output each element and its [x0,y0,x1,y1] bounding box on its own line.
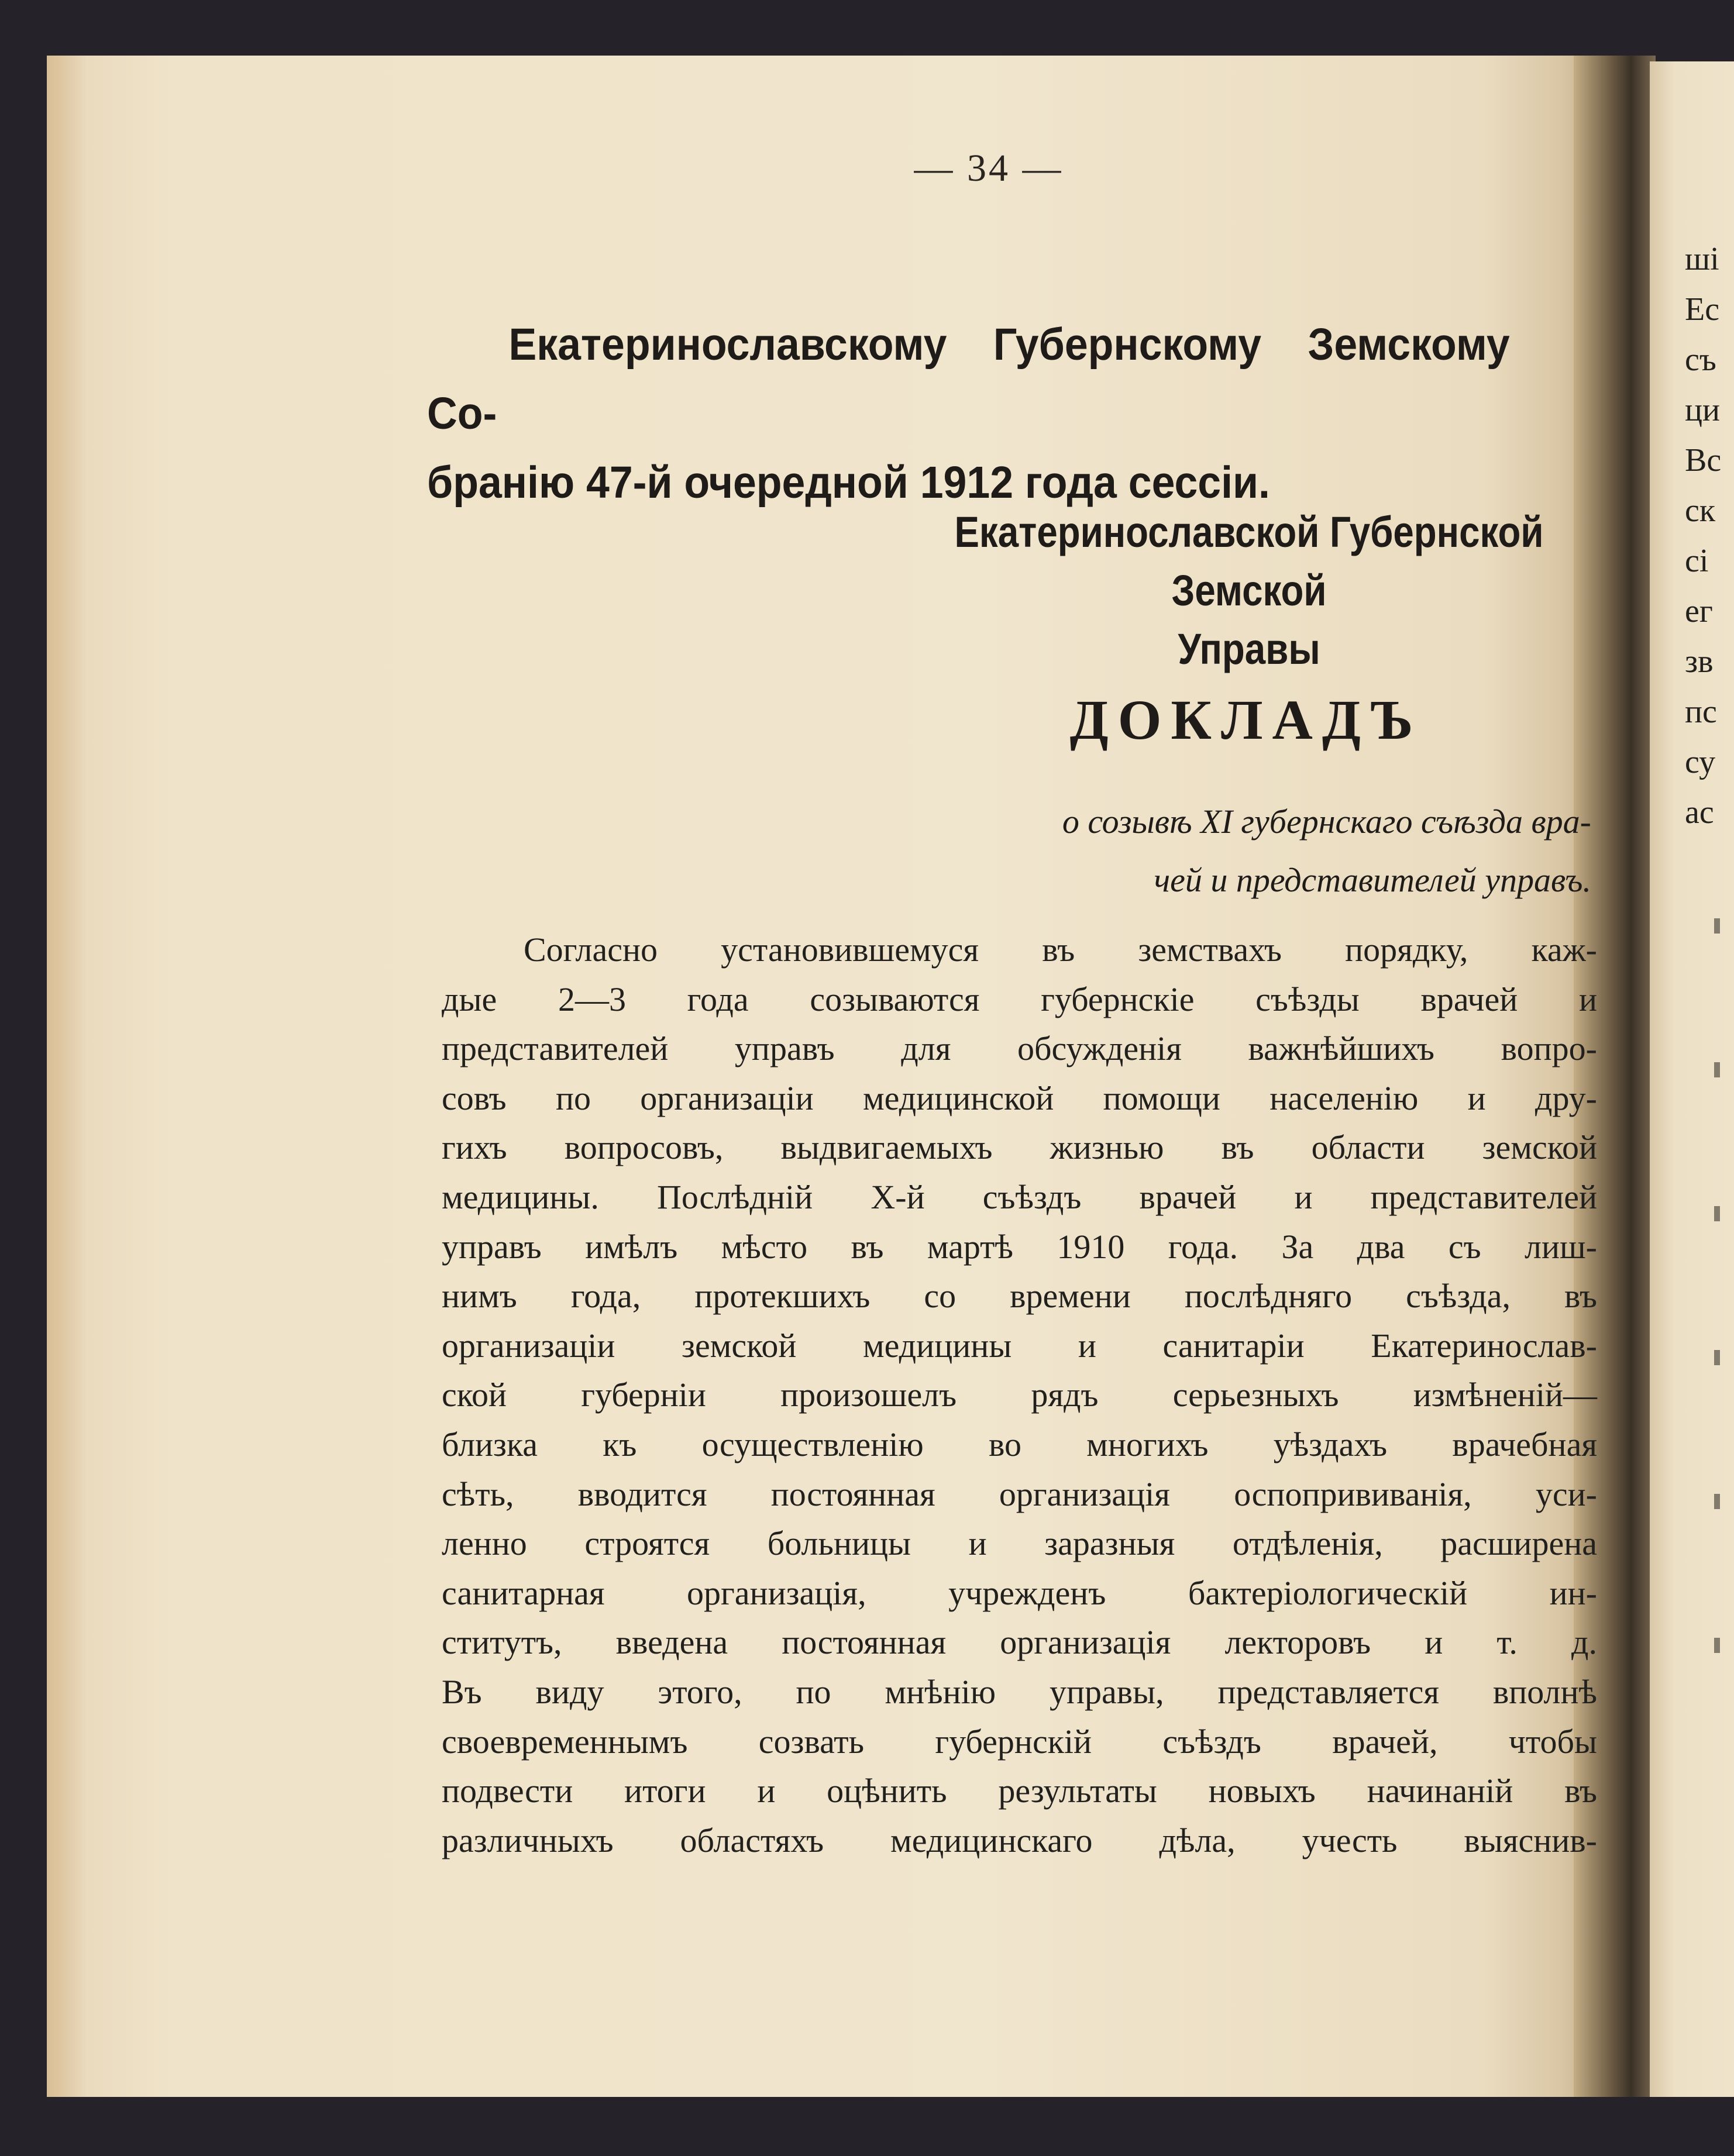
heading-line-1: Екатеринославскому Губернскому Земскому Со- [427,319,1510,439]
body-line: нимъ года, протекшихъ со времени послѣдняго съѣзда, въ [442,1277,1597,1315]
document-subject [796,793,1591,910]
next-page-fragment: Ес [1685,291,1720,328]
body-line: различныхъ областяхъ медицинскаго дѣла, учесть выяснив- [442,1821,1597,1859]
issuing-body-line-2: Управы [1178,625,1320,673]
next-page-fragment: ег [1685,593,1713,629]
next-page-fragment: су [1685,744,1716,780]
document-title: ДОКЛАДЪ [1069,688,1423,751]
next-page-fragments [1685,234,1734,838]
next-page-fragment: съ [1685,342,1716,378]
issuing-body [949,503,1548,679]
page-heading [427,310,1510,517]
heading-line-2: бранію 47-й очередной 1912 года сессіи. [427,457,1270,508]
body-line: ститутъ, введена постоянная организація лекторовъ и т. д. [442,1623,1597,1662]
body-line: представителей управъ для обсужденія важнѣйшихъ вопро- [442,1029,1597,1068]
next-page-fragment: ци [1685,392,1720,428]
next-page-fragment: ас [1685,794,1714,831]
next-page-fragment: зв [1685,643,1714,680]
page-edge-shading [47,56,88,2097]
body-line: своевременнымъ созвать губернскій съѣздъ врачей, чтобы [442,1722,1597,1761]
next-page-fragment: пс [1685,694,1717,730]
body-line: сѣть, вводится постоянная организація оспопрививанія, уси- [442,1475,1597,1513]
issuing-body-line-1: Екатеринославской Губернской Земской [954,508,1544,615]
body-paragraph [442,925,1597,1865]
body-line: управъ имѣлъ мѣсто въ мартѣ 1910 года. За два съ лиш- [442,1227,1597,1266]
subject-line-2: чей и представителей управъ. [1154,861,1591,899]
body-line: Согласно установившемуся въ земствахъ порядку, каж- [524,931,1597,969]
body-line: подвести итоги и оцѣнить результаты новыхъ начинаній въ [442,1772,1597,1810]
body-line: санитарная организація, учрежденъ бактеріологическій ин- [442,1573,1597,1612]
body-line: ской губерніи произошелъ рядъ серьезныхъ измѣненій— [442,1376,1597,1414]
body-line: ленно строятся больницы и заразныя отдѣленія, расширена [442,1524,1597,1563]
body-line: совъ по организаціи медицинской помощи населенію и дру- [442,1079,1597,1117]
next-page-marks [1714,918,1726,1782]
body-line: организаціи земской медицины и санитаріи Екатеринослав- [442,1326,1597,1365]
body-line: Въ виду этого, по мнѣнію управы, представляется вполнѣ [442,1672,1597,1711]
body-line: гихъ вопросовъ, выдвигаемыхъ жизнью въ области земской [442,1128,1597,1167]
next-page-fragment: ші [1685,241,1719,277]
subject-line-1: о созывѣ XI губернскаго съѣзда вра- [1062,803,1591,841]
page-number: — 34 — [914,147,1064,190]
next-page-fragment: ск [1685,492,1716,529]
next-page-fragment: сі [1685,543,1709,579]
body-line: дые 2—3 года созываются губернскіе съѣзды врачей и [442,980,1597,1018]
body-line: медицины. Послѣдній X-й съѣздъ врачей и представителей [442,1177,1597,1216]
next-page-fragment: Вс [1685,442,1722,478]
body-line: близка къ осуществленію во многихъ уѣздахъ врачебная [442,1425,1597,1463]
